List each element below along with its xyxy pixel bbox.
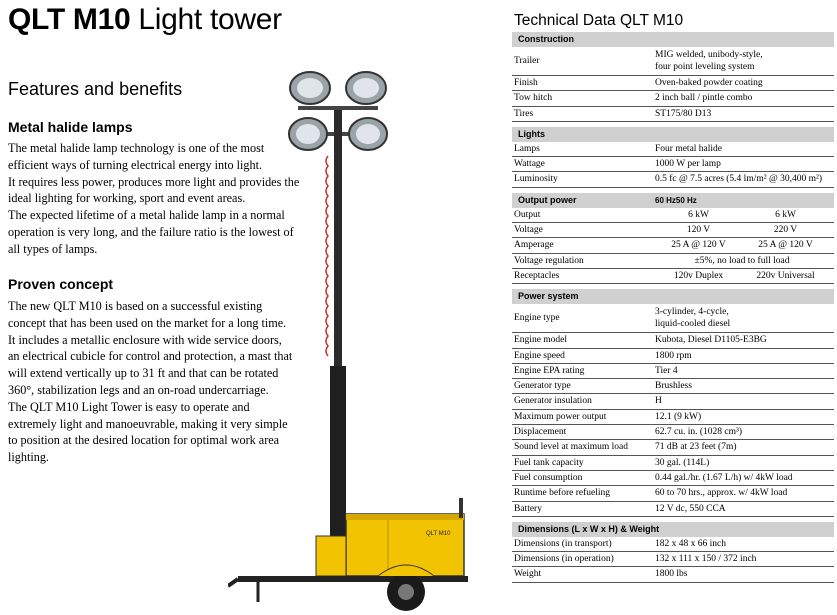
table-row: [512, 47, 834, 76]
row-value: 60 to 70 hrs., approx. w/ 4kW load: [655, 488, 788, 499]
row-value: 12.1 (9 kW): [655, 411, 702, 422]
row-label: Output: [514, 209, 541, 220]
table-row: [512, 238, 834, 253]
light-tower-illustration: [228, 66, 478, 612]
row-value: 132 x 111 x 150 / 372 inch: [655, 554, 757, 565]
table-row: [512, 425, 834, 440]
row-label: Weight: [514, 569, 542, 580]
row-label: Battery: [514, 503, 542, 514]
row-label: Engine model: [514, 335, 568, 346]
row-label: Amperage: [514, 240, 554, 251]
row-value: [655, 47, 834, 75]
page-title: [8, 3, 282, 37]
table-row: [512, 142, 834, 157]
row-label: Sound level at maximum load: [514, 442, 628, 453]
body-line: The new QLT M10 is based on a successful existing: [8, 299, 263, 313]
panel-label: QLT M10: [426, 531, 451, 537]
row-value-line: four point leveling system: [655, 62, 755, 72]
row-value: Brushless: [655, 381, 692, 392]
column-header-60hz: 60 Hz: [655, 195, 676, 205]
table-row: [512, 486, 834, 501]
table-row: [512, 502, 834, 517]
exhaust-pipe: [459, 498, 463, 518]
row-value-50hz: 220 V: [773, 225, 798, 236]
row-label: Tires: [514, 108, 534, 119]
table-row: [512, 107, 834, 122]
group-title: Output power: [518, 194, 577, 205]
row-label: Generator type: [514, 381, 571, 392]
row-value: [655, 304, 834, 332]
product-type: Light tower: [138, 3, 282, 36]
model-name: QLT M10: [8, 3, 131, 36]
row-value: 12 V dc, 550 CCA: [655, 503, 726, 514]
table-row: [512, 394, 834, 409]
row-label: Trailer: [514, 56, 540, 66]
row-value: 1800 lbs: [655, 569, 688, 580]
table-row: [512, 410, 834, 425]
lamp-icon: [290, 72, 330, 104]
body-line: extremely light and manoeuvrable, making it very simple: [8, 416, 288, 431]
table-row: [512, 456, 834, 471]
body-line: It includes a metallic enclosure with wide service doors,: [8, 332, 282, 347]
lamp-crossbar: [298, 106, 378, 110]
trailer-frame: [238, 576, 468, 582]
row-label: Dimensions (in transport): [514, 538, 612, 549]
tech-data-title: Technical Data QLT M10: [514, 12, 684, 29]
row-value: 0.44 gal./hr. (1.67 L/h) w/ 4kW load: [655, 472, 793, 483]
table-row: [512, 349, 834, 364]
body-line: will extend vertically up to 31 ft and that can be rotated: [8, 366, 279, 381]
row-value-60hz: 120v Duplex: [673, 270, 724, 281]
row-value: ±5%, no load to full load: [694, 255, 790, 266]
row-value: ST175/80 D13: [655, 108, 712, 119]
table-row: [512, 552, 834, 567]
row-label: Engine EPA rating: [514, 365, 585, 376]
row-value: 1000 W per lamp: [655, 159, 721, 170]
body-line: concept that has been used on the market for a long time.: [8, 315, 287, 330]
row-label: Maximum power output: [514, 411, 607, 422]
row-label: Luminosity: [514, 174, 558, 185]
row-label: Runtime before refueling: [514, 488, 611, 499]
lamp-icon: [349, 118, 387, 150]
body-line: lighting.: [8, 450, 49, 465]
mast-base: [330, 366, 346, 536]
row-value-60hz: 6 kW: [688, 209, 709, 220]
row-value: Tier 4: [655, 365, 678, 376]
row-value: 1800 rpm: [655, 350, 692, 361]
row-label: Engine type: [514, 313, 560, 324]
row-value-60hz: 120 V: [686, 225, 711, 236]
body-line: operation is very long, and the failure ratio is the lowest of: [8, 224, 294, 239]
table-row: [512, 440, 834, 455]
row-label: Fuel consumption: [514, 472, 583, 483]
row-label: Finish: [514, 78, 538, 88]
row-value: 182 x 48 x 66 inch: [655, 538, 726, 549]
table-row: [512, 379, 834, 394]
row-label: Tow hitch: [514, 93, 553, 104]
row-label: Voltage: [514, 225, 543, 236]
body-line: an electrical cubicle for control and protection, a mast that: [8, 349, 293, 364]
table-row: [512, 254, 834, 269]
body-line: all types of lamps.: [8, 241, 98, 256]
table-row: [512, 172, 834, 187]
features-heading: Features and benefits: [8, 79, 183, 99]
body-line: The QLT M10 Light Tower is easy to operate and: [8, 399, 250, 414]
row-value-line: MIG welded, unibody-style,: [655, 50, 763, 60]
tow-hitch: [228, 579, 238, 586]
table-row: [512, 223, 834, 238]
body-line: The expected lifetime of a metal halide lamp in a normal: [8, 208, 285, 223]
group-header-power-system: Power system: [512, 289, 834, 304]
table-row: [512, 567, 834, 582]
table-row: [512, 91, 834, 106]
coiled-cable: [326, 156, 328, 356]
row-value: Oven-baked powder coating: [655, 78, 763, 88]
table-row: [512, 304, 834, 333]
group-header-dimensions: Dimensions (L x W x H) & Weight: [512, 522, 834, 537]
row-value-line: 3-cylinder, 4-cycle,: [655, 307, 729, 318]
table-row: [512, 208, 834, 223]
tech-data-table: [512, 32, 834, 583]
column-header-50hz: 50 Hz: [675, 195, 697, 205]
body-line: ideal lighting for working, sport and event areas.: [8, 191, 246, 206]
row-value: 62.7 cu. in. (1028 cm³): [655, 427, 743, 438]
row-label: Displacement: [514, 427, 567, 438]
lamp-icon: [346, 72, 386, 104]
row-value: 0.5 fc @ 7.5 acres (5.4 lm/m² @ 30,400 m²): [655, 174, 822, 185]
table-row: [512, 364, 834, 379]
group-header-lights: Lights: [512, 127, 834, 142]
row-label: Voltage regulation: [514, 255, 584, 266]
lamp-icon: [289, 118, 327, 150]
body-line: It requires less power, produces more light and provides the: [8, 174, 300, 189]
row-value: Four metal halide: [655, 143, 723, 154]
body-line: The metal halide lamp technology is one of the most: [8, 141, 265, 155]
body-line: 360°, stabilization legs and an on-road undercarriage.: [8, 382, 269, 397]
row-value-60hz: 25 A @ 120 V: [671, 240, 726, 251]
body-line: efficient ways of turning electrical energy into light.: [8, 157, 263, 172]
table-row: [512, 471, 834, 486]
row-label: Engine speed: [514, 350, 565, 361]
row-value: H: [655, 396, 662, 407]
row-label: Receptacles: [514, 270, 560, 281]
row-value: Kubota, Diesel D1105-E3BG: [655, 335, 767, 346]
row-value: 2 inch ball / pintle combo: [655, 93, 753, 104]
row-value: 71 dB at 23 feet (7m): [655, 442, 737, 453]
table-row: [512, 537, 834, 552]
body-line: to position at the desired location for optimal work area: [8, 433, 280, 448]
row-label: Generator insulation: [514, 396, 592, 407]
control-panel: [316, 536, 346, 576]
group-header-output-power: [512, 193, 834, 208]
row-value-50hz: 220v Universal: [756, 270, 815, 281]
row-label: Fuel tank capacity: [514, 457, 584, 468]
row-value-50hz: 25 A @ 120 V: [758, 240, 813, 251]
table-row: [512, 333, 834, 348]
row-value-50hz: 6 kW: [775, 209, 796, 220]
table-row: [512, 76, 834, 91]
table-row: [512, 157, 834, 172]
row-label: Lamps: [514, 143, 540, 154]
section-heading-proven-concept: Proven concept: [8, 276, 114, 292]
row-value: 30 gal. (114L): [655, 457, 710, 468]
row-label: Dimensions (in operation): [514, 554, 614, 565]
table-row: [512, 269, 834, 284]
row-value-line: liquid-cooled diesel: [655, 319, 731, 330]
group-header-construction: Construction: [512, 32, 834, 47]
row-label: Wattage: [514, 159, 545, 170]
section-heading-metal-halide: Metal halide lamps: [8, 119, 133, 135]
